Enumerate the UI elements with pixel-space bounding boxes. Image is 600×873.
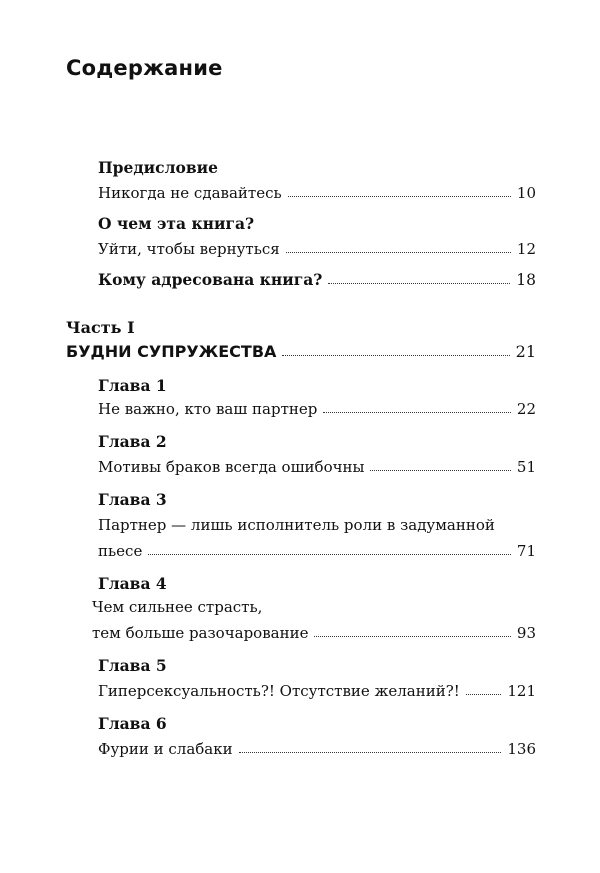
toc-entry-page: 10	[516, 184, 536, 202]
toc-entry-text: Кому адресована книга?	[98, 270, 323, 289]
toc-entry-part[interactable]	[66, 344, 536, 360]
toc-entry[interactable]	[98, 460, 536, 475]
page-title: Содержание	[66, 56, 223, 80]
dot-leader	[288, 194, 511, 197]
part-label: Часть I	[66, 318, 135, 337]
toc-entry[interactable]	[98, 186, 536, 201]
toc-entry-page: 12	[516, 240, 536, 258]
toc-entry-page: 21	[515, 342, 536, 361]
toc-entry-page: 51	[516, 458, 536, 476]
toc-entry-page: 93	[516, 624, 536, 642]
chapter-heading: Глава 6	[98, 714, 167, 733]
toc-entry-page: 18	[516, 271, 536, 289]
toc-entry-text: тем больше разочарование	[92, 624, 309, 642]
dot-leader	[282, 353, 509, 356]
dot-leader	[239, 750, 502, 753]
dot-leader	[314, 634, 510, 637]
toc-entry-text: Уйти, чтобы вернуться	[98, 240, 280, 258]
chapter-heading: Глава 3	[98, 490, 167, 509]
about-heading: О чем эта книга?	[98, 214, 255, 233]
dot-leader	[370, 468, 510, 471]
dot-leader	[328, 281, 510, 284]
toc-entry[interactable]	[98, 544, 536, 559]
toc-entry[interactable]	[98, 402, 536, 417]
dot-leader	[466, 692, 502, 695]
toc-entry[interactable]	[98, 272, 536, 289]
toc-entry-text: Никогда не сдавайтесь	[98, 184, 282, 202]
chapter-heading: Глава 2	[98, 432, 167, 451]
dot-leader	[148, 552, 511, 555]
dot-leader	[286, 250, 511, 253]
toc-entry[interactable]	[98, 684, 536, 699]
preface-heading: Предисловие	[98, 158, 218, 177]
toc-entry[interactable]	[98, 242, 536, 257]
toc-entry-text: Фурии и слабаки	[98, 740, 233, 758]
chapter-heading: Глава 1	[98, 376, 167, 395]
toc-entry-text: Не важно, кто ваш партнер	[98, 400, 318, 418]
toc-entry-page: 121	[507, 682, 536, 700]
chapter-heading: Глава 5	[98, 656, 167, 675]
toc-entry-text: Партнер — лишь исполнитель роли в задуманной	[98, 516, 495, 534]
toc-entry-page: 71	[516, 542, 536, 560]
toc-entry[interactable]	[92, 626, 536, 641]
toc-entry[interactable]	[98, 742, 536, 757]
chapter-heading: Глава 4	[98, 574, 167, 593]
toc-entry-text: Мотивы браков всегда ошибочны	[98, 458, 365, 476]
toc-entry-page: 136	[507, 740, 536, 758]
dot-leader	[323, 410, 511, 413]
toc-entry-text: Чем сильнее страсть,	[92, 598, 263, 616]
toc-entry-text: Гиперсексуальность?! Отсутствие желаний?!	[98, 682, 460, 700]
part-title: БУДНИ СУПРУЖЕСТВА	[66, 342, 277, 361]
toc-entry-page: 22	[516, 400, 536, 418]
toc-entry-text: пьесе	[98, 542, 143, 560]
